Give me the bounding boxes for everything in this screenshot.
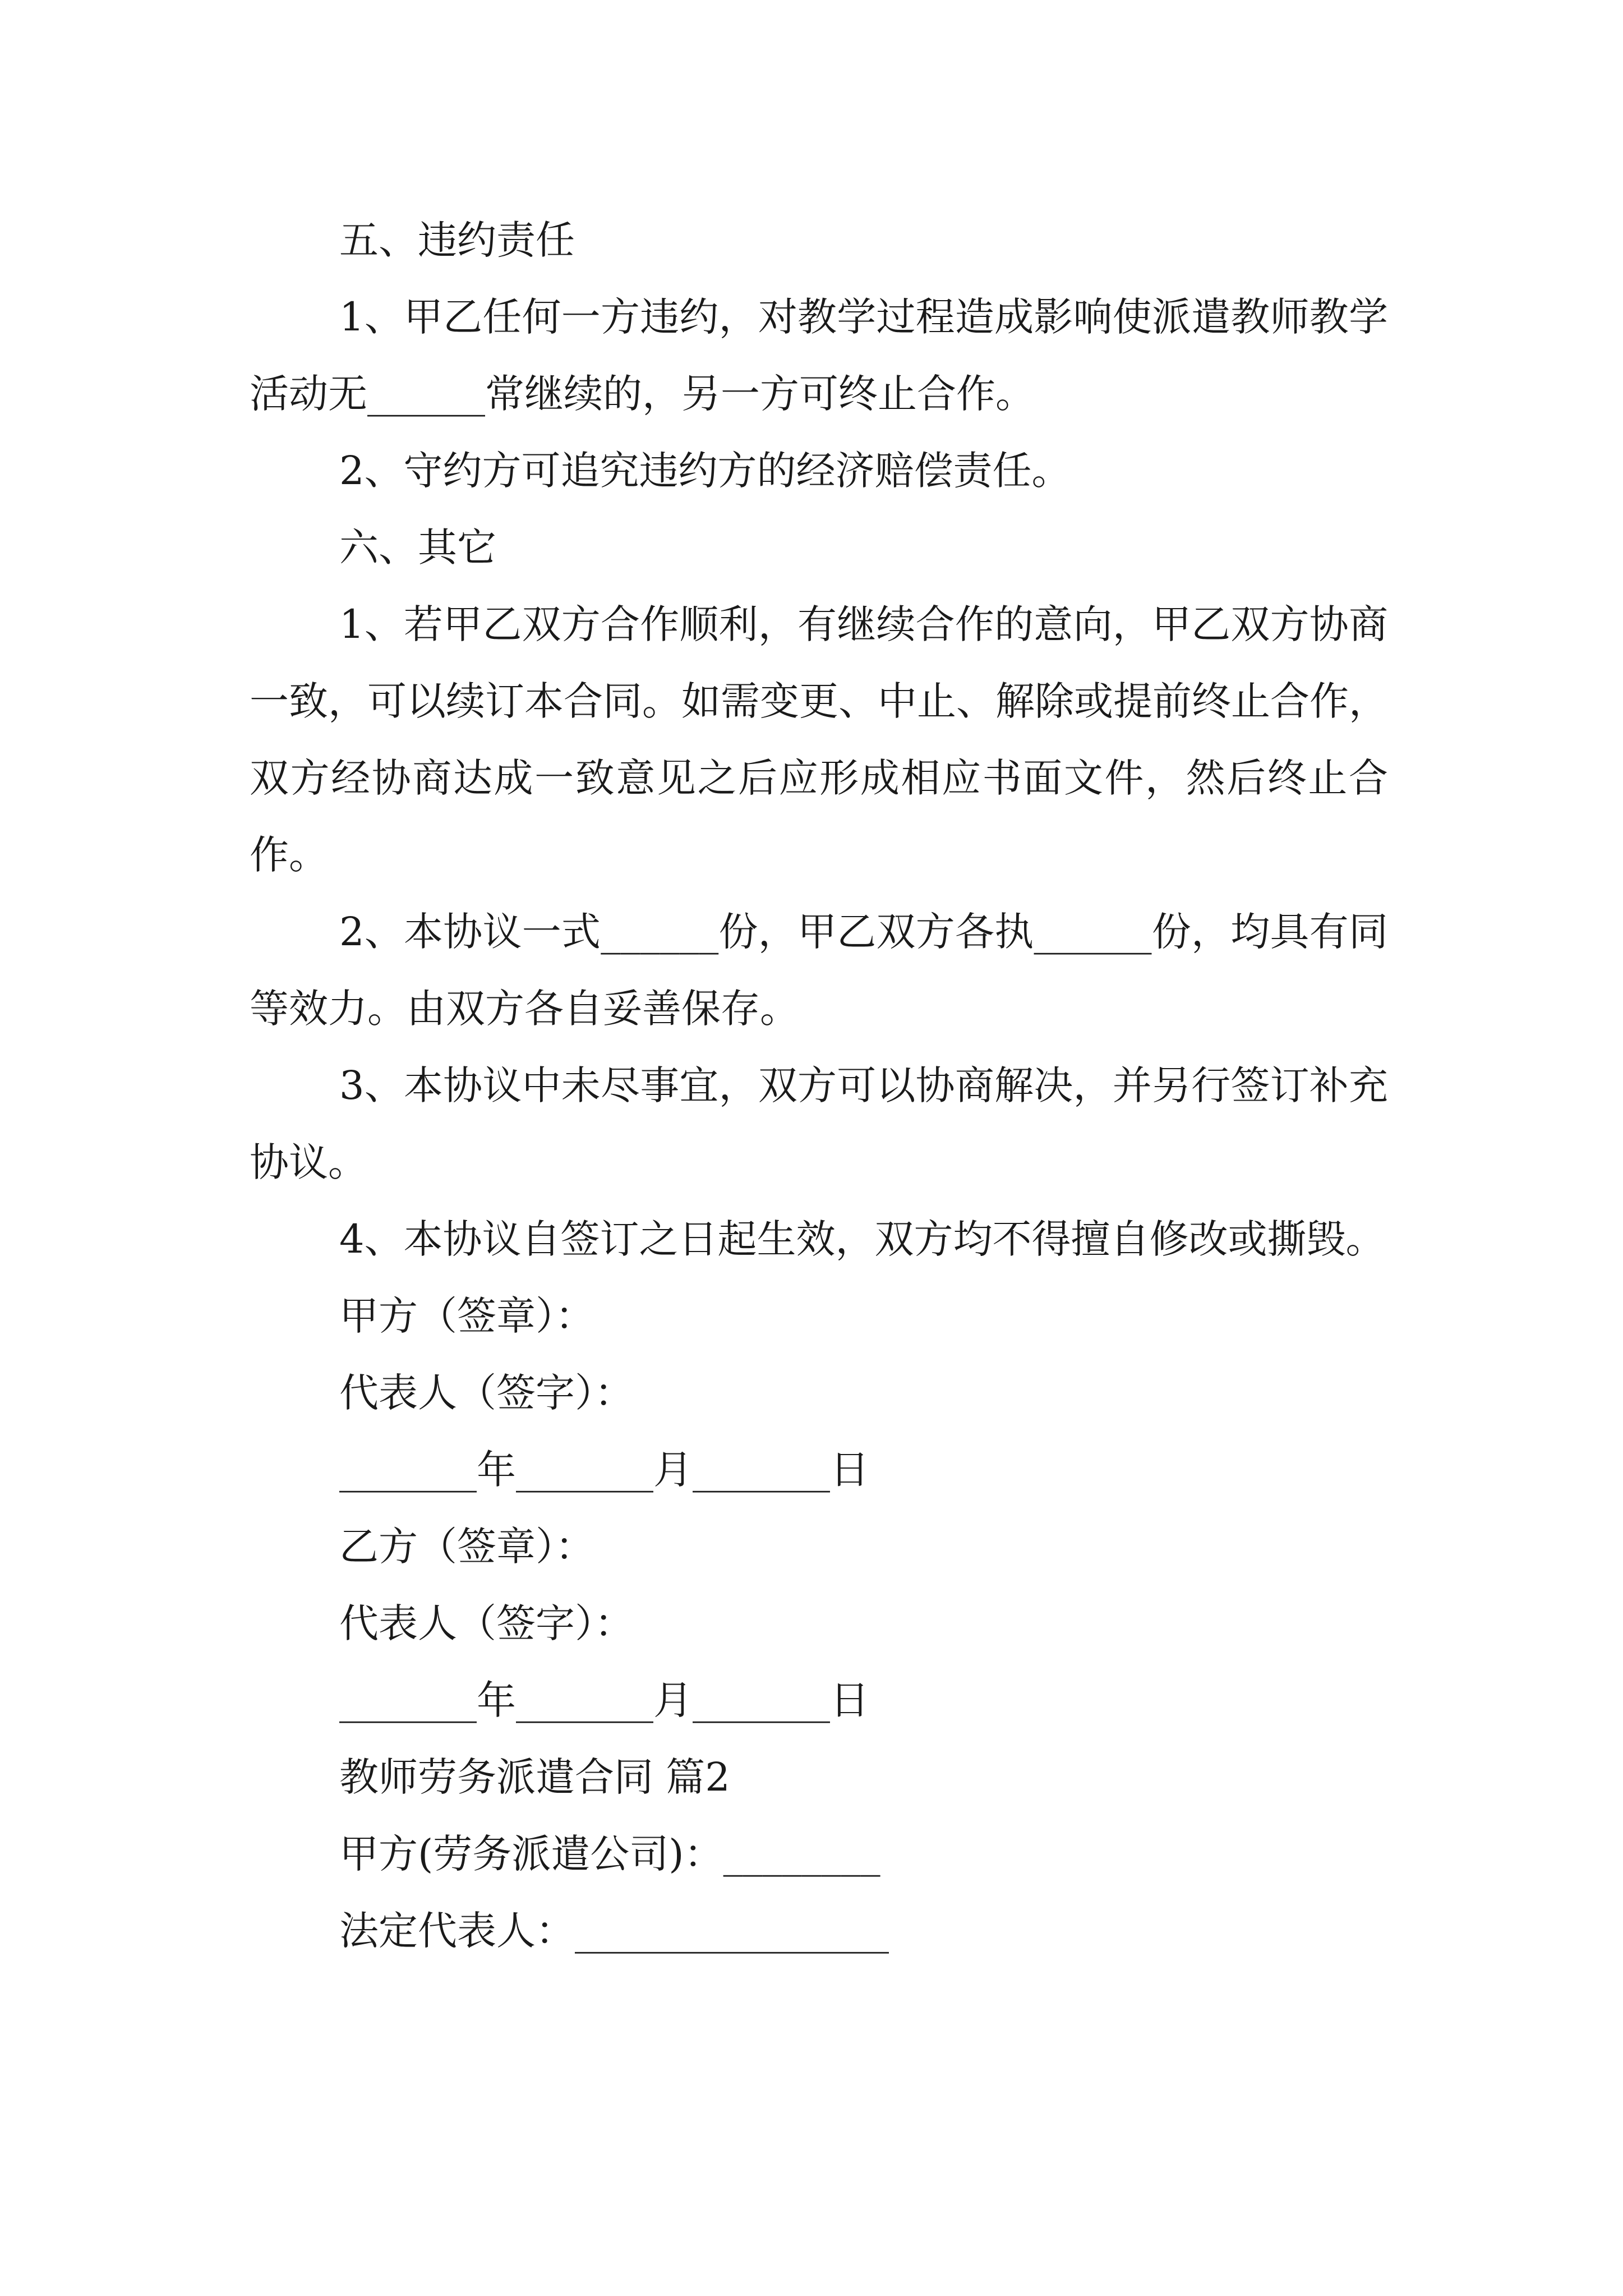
clause-renewal: 1、若甲乙双方合作顺利，有继续合作的意向，甲乙双方协商一致，可以续订本合同。如需变更、中止、解除或提前终止合作，双方经协商达成一致意见之后应形成相应书面文件，然后终止合作。 (250, 601, 1388, 878)
party-b-representative-line: 代表人（签字）： (339, 1600, 634, 1646)
party-b-date-line: _______年_______月_______日 (339, 1677, 869, 1723)
party-a-representative-line: 代表人（签字）： (339, 1370, 634, 1416)
contract-2-party-a-line: 甲方(劳务派遣公司)：________ (339, 1831, 880, 1877)
contract-2-title: 教师劳务派遣合同 篇2 (339, 1754, 730, 1800)
document-body (250, 202, 1388, 1970)
section-heading-other: 六、其它 (339, 524, 496, 570)
party-b-seal-line: 乙方（签章）： (339, 1524, 594, 1570)
section-heading-breach-liability: 五、违约责任 (339, 217, 575, 263)
contract-2-legal-representative-line: 法定代表人：________________ (339, 1908, 889, 1954)
clause-effective: 4、本协议自签订之日起生效，双方均不得擅自修改或撕毁。 (339, 1216, 1385, 1262)
party-a-date-line: _______年_______月_______日 (339, 1447, 869, 1493)
clause-copies: 2、本协议一式______份，甲乙双方各执______份，均具有同等效力。由双方各自妥善保存。 (250, 909, 1388, 1032)
clause-supplementary: 3、本协议中未尽事宜，双方可以协商解决，并另行签订补充协议。 (250, 1062, 1388, 1185)
clause-breach-termination: 1、甲乙任何一方违约，对教学过程造成影响使派遣教师教学活动无______常继续的，另一方可终止合作。 (250, 294, 1388, 417)
clause-compensation: 2、守约方可追究违约方的经济赔偿责任。 (339, 448, 1071, 494)
party-a-seal-line: 甲方（签章）： (339, 1293, 594, 1339)
